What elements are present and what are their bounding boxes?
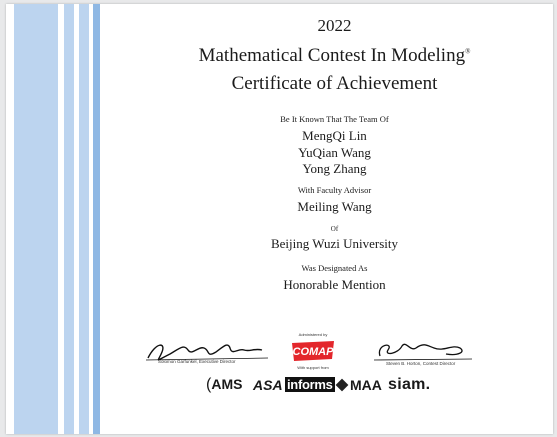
decorative-stripes [14, 4, 104, 434]
contest-director-caption: Steven B. Horton, Contest Director [386, 361, 456, 366]
maa-logo [336, 377, 382, 393]
executive-director-caption: Solomon Garfunkel, Executive Director [158, 359, 236, 364]
informs-logo: informs [287, 377, 333, 392]
award-designation: Honorable Mention [283, 277, 386, 292]
signature-scrawl-right [372, 336, 482, 364]
stripe-narrow [64, 4, 74, 434]
maa-diamond-icon [336, 379, 349, 392]
team-member: MengQi Lin [302, 128, 367, 143]
comap-logo [290, 339, 336, 363]
stripe-thin [93, 4, 100, 434]
stripe-wide [14, 4, 58, 434]
support-caption: With support from [297, 365, 329, 370]
certificate-title: Certificate of Achievement [231, 73, 438, 94]
team-member: Yong Zhang [302, 161, 367, 176]
contest-name [116, 45, 553, 67]
contest-director-signature [372, 336, 482, 364]
faculty-advisor: Meiling Wang [297, 199, 372, 214]
known-line: Be It Known That The Team Of [280, 114, 389, 124]
executive-director-signature [144, 338, 274, 364]
maa-logo-text: MAA [350, 377, 382, 393]
ams-arc-icon: ( [206, 376, 212, 393]
advisor-line: With Faculty Advisor [297, 185, 372, 195]
ams-logo-text: AMS [211, 376, 243, 392]
asa-logo: ASA [253, 377, 283, 393]
comap-logo-text: COMAP [292, 346, 334, 358]
registered-mark: ® [465, 47, 471, 56]
stripe-narrow [79, 4, 89, 434]
of-line: Of [330, 225, 339, 233]
contest-year: 2022 [317, 16, 352, 35]
administered-by-caption: Administered by [298, 332, 328, 337]
designated-line: Was Designated As [301, 263, 368, 273]
team-member: YuQian Wang [298, 145, 371, 160]
contest-name-text: Mathematical Contest In Modeling [198, 45, 466, 66]
university-name: Beijing Wuzi University [270, 236, 399, 251]
ams-logo [206, 376, 242, 394]
certificate-page [6, 4, 553, 434]
siam-logo: siam. [388, 376, 431, 393]
